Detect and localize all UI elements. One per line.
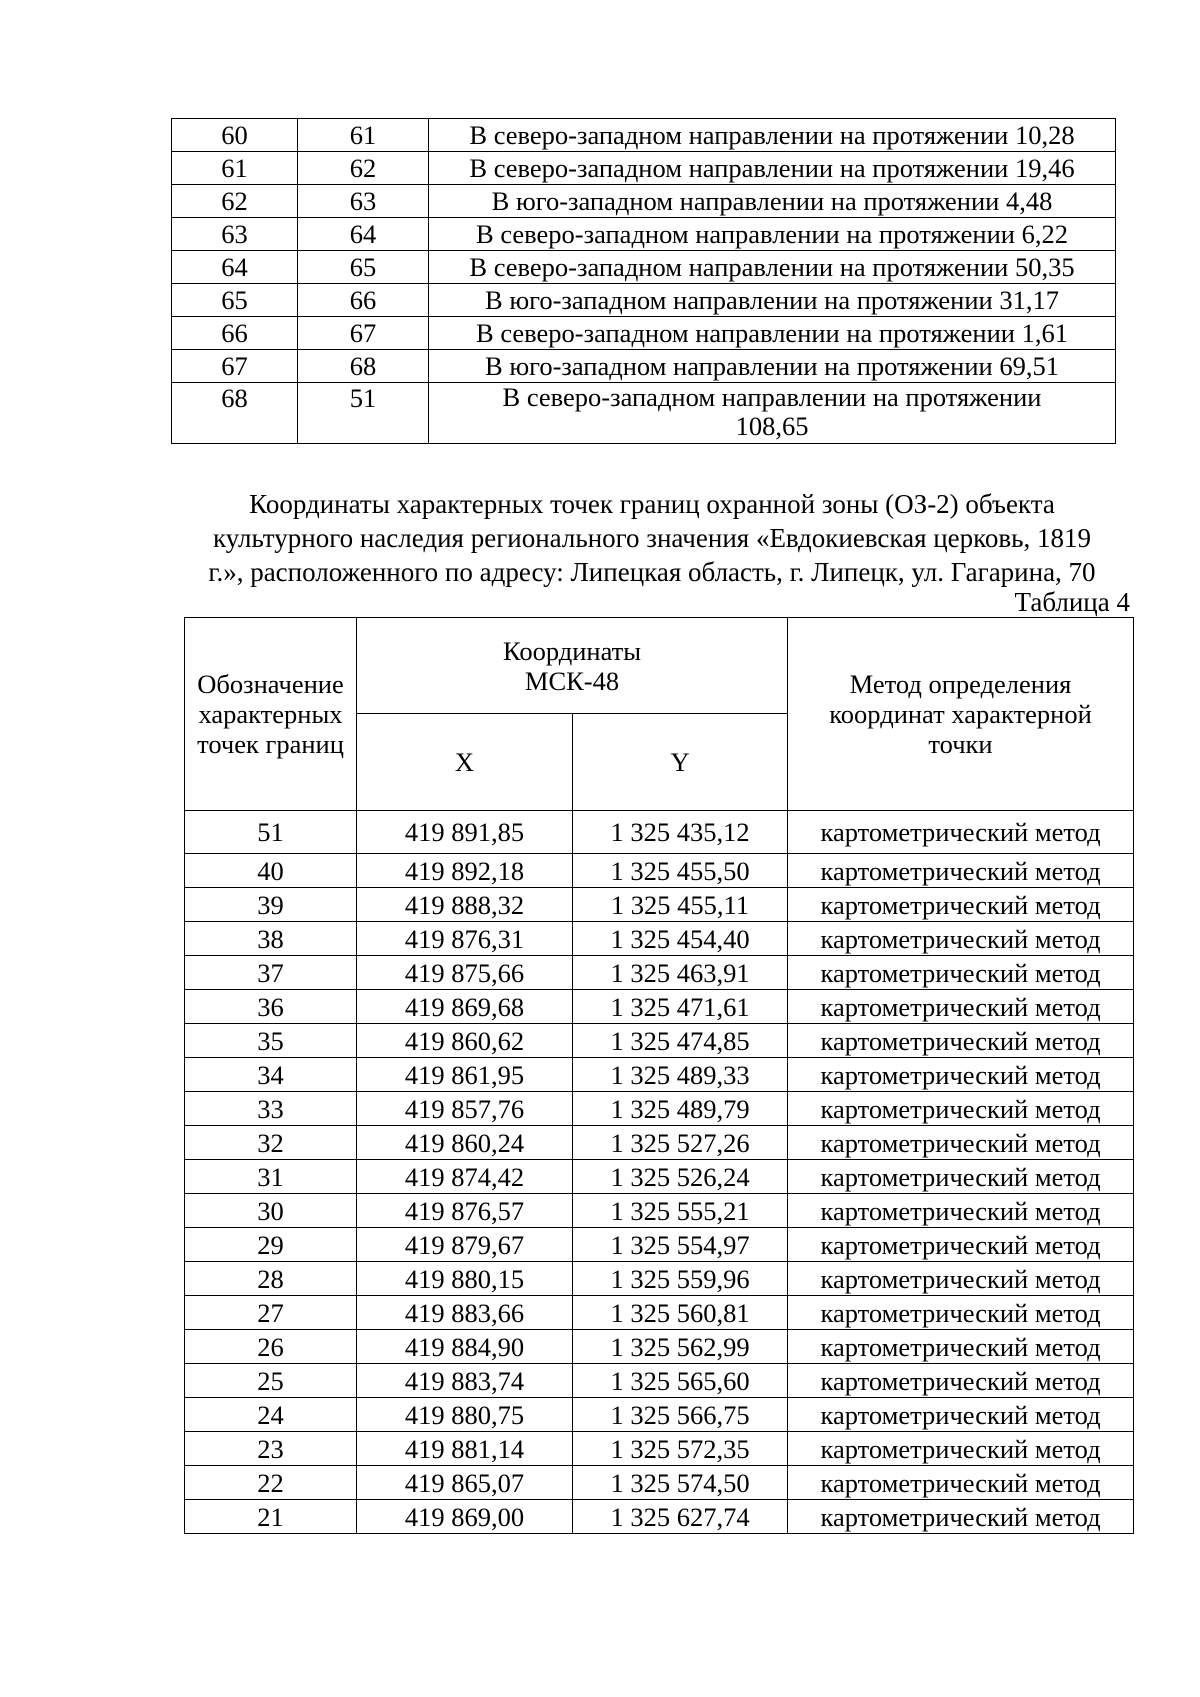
table-row bbox=[185, 1092, 1134, 1126]
point-cell: 26 bbox=[185, 1330, 357, 1364]
caption-line: Координаты характерных точек границ охранной зоны (ОЗ-2) объекта bbox=[249, 489, 1055, 519]
table-row bbox=[172, 152, 1116, 185]
header-line: Метод определения bbox=[849, 669, 1072, 699]
y-cell: 1 325 435,12 bbox=[573, 811, 788, 854]
to-point-cell: 62 bbox=[298, 152, 429, 185]
x-cell: 419 876,57 bbox=[357, 1194, 573, 1228]
table-caption bbox=[172, 487, 1132, 589]
table-row bbox=[185, 956, 1134, 990]
from-point-cell: 61 bbox=[172, 152, 298, 185]
y-cell: 1 325 474,85 bbox=[573, 1024, 788, 1058]
point-cell: 35 bbox=[185, 1024, 357, 1058]
coordinates-table bbox=[184, 617, 1134, 1534]
from-point-cell: 68 bbox=[172, 383, 298, 444]
direction-cell: В северо-западном направлении на протяжении 19,46 bbox=[429, 152, 1116, 185]
point-cell: 33 bbox=[185, 1092, 357, 1126]
from-point-cell: 60 bbox=[172, 119, 298, 152]
header-line: точки bbox=[928, 729, 993, 759]
to-point-cell: 64 bbox=[298, 218, 429, 251]
y-cell: 1 325 566,75 bbox=[573, 1398, 788, 1432]
method-cell: картометрический метод bbox=[788, 1194, 1134, 1228]
method-cell: картометрический метод bbox=[788, 956, 1134, 990]
method-cell: картометрический метод bbox=[788, 854, 1134, 888]
x-cell: 419 883,74 bbox=[357, 1364, 573, 1398]
y-cell: 1 325 527,26 bbox=[573, 1126, 788, 1160]
point-cell: 25 bbox=[185, 1364, 357, 1398]
table-row bbox=[185, 1432, 1134, 1466]
x-cell: 419 860,62 bbox=[357, 1024, 573, 1058]
y-cell: 1 325 560,81 bbox=[573, 1296, 788, 1330]
method-cell: картометрический метод bbox=[788, 922, 1134, 956]
table-row bbox=[172, 383, 1116, 444]
method-cell: картометрический метод bbox=[788, 1398, 1134, 1432]
point-cell: 23 bbox=[185, 1432, 357, 1466]
table-row bbox=[185, 1160, 1134, 1194]
point-cell: 24 bbox=[185, 1398, 357, 1432]
table-row bbox=[185, 990, 1134, 1024]
x-cell: 419 861,95 bbox=[357, 1058, 573, 1092]
table-row bbox=[172, 218, 1116, 251]
method-cell: картометрический метод bbox=[788, 1058, 1134, 1092]
y-cell: 1 325 555,21 bbox=[573, 1194, 788, 1228]
y-cell: 1 325 562,99 bbox=[573, 1330, 788, 1364]
y-cell: 1 325 574,50 bbox=[573, 1466, 788, 1500]
y-header: Y bbox=[573, 714, 788, 811]
header-line: координат характерной bbox=[829, 699, 1092, 729]
point-cell: 22 bbox=[185, 1466, 357, 1500]
x-cell: 419 880,15 bbox=[357, 1262, 573, 1296]
to-point-cell: 63 bbox=[298, 185, 429, 218]
y-cell: 1 325 559,96 bbox=[573, 1262, 788, 1296]
table-row bbox=[172, 350, 1116, 383]
coordinates-header bbox=[357, 618, 788, 714]
method-cell: картометрический метод bbox=[788, 1160, 1134, 1194]
x-cell: 419 892,18 bbox=[357, 854, 573, 888]
table-row bbox=[172, 317, 1116, 350]
method-header bbox=[788, 618, 1134, 811]
point-cell: 21 bbox=[185, 1500, 357, 1534]
header-line: Координаты bbox=[502, 635, 642, 666]
method-cell: картометрический метод bbox=[788, 1364, 1134, 1398]
direction-cell: В юго-западном направлении на протяжении 31,17 bbox=[429, 284, 1116, 317]
point-cell: 38 bbox=[185, 922, 357, 956]
to-point-cell: 65 bbox=[298, 251, 429, 284]
table-row bbox=[185, 1194, 1134, 1228]
x-cell: 419 876,31 bbox=[357, 922, 573, 956]
table-row bbox=[185, 1466, 1134, 1500]
direction-cell bbox=[429, 383, 1116, 444]
direction-cell: В юго-западном направлении на протяжении 4,48 bbox=[429, 185, 1116, 218]
y-cell: 1 325 565,60 bbox=[573, 1364, 788, 1398]
to-point-cell: 66 bbox=[298, 284, 429, 317]
from-point-cell: 64 bbox=[172, 251, 298, 284]
point-cell: 28 bbox=[185, 1262, 357, 1296]
point-cell: 37 bbox=[185, 956, 357, 990]
method-cell: картометрический метод bbox=[788, 1500, 1134, 1534]
y-cell: 1 325 489,79 bbox=[573, 1092, 788, 1126]
point-cell: 30 bbox=[185, 1194, 357, 1228]
x-cell: 419 869,00 bbox=[357, 1500, 573, 1534]
x-cell: 419 874,42 bbox=[357, 1160, 573, 1194]
method-cell: картометрический метод bbox=[788, 888, 1134, 922]
table-row bbox=[185, 1024, 1134, 1058]
x-cell: 419 880,75 bbox=[357, 1398, 573, 1432]
from-point-cell: 63 bbox=[172, 218, 298, 251]
table-row bbox=[185, 811, 1134, 854]
point-cell: 32 bbox=[185, 1126, 357, 1160]
table-row bbox=[185, 1058, 1134, 1092]
table-row bbox=[185, 922, 1134, 956]
table-row bbox=[185, 1500, 1134, 1534]
method-cell: картометрический метод bbox=[788, 1330, 1134, 1364]
y-cell: 1 325 454,40 bbox=[573, 922, 788, 956]
point-cell: 36 bbox=[185, 990, 357, 1024]
x-cell: 419 875,66 bbox=[357, 956, 573, 990]
x-cell: 419 883,66 bbox=[357, 1296, 573, 1330]
to-point-cell: 61 bbox=[298, 119, 429, 152]
boundary-directions-table bbox=[171, 118, 1116, 444]
designation-header bbox=[185, 618, 357, 811]
point-cell: 31 bbox=[185, 1160, 357, 1194]
table-row bbox=[172, 119, 1116, 152]
x-cell: 419 888,32 bbox=[357, 888, 573, 922]
direction-cell: В северо-западном направлении на протяжении 6,22 bbox=[429, 218, 1116, 251]
header-line: характерных bbox=[198, 699, 343, 729]
method-cell: картометрический метод bbox=[788, 990, 1134, 1024]
header-line: точек границ bbox=[197, 729, 344, 759]
from-point-cell: 66 bbox=[172, 317, 298, 350]
y-cell: 1 325 526,24 bbox=[573, 1160, 788, 1194]
y-cell: 1 325 627,74 bbox=[573, 1500, 788, 1534]
to-point-cell: 51 bbox=[298, 383, 429, 444]
method-cell: картометрический метод bbox=[788, 1126, 1134, 1160]
x-cell: 419 857,76 bbox=[357, 1092, 573, 1126]
table-row bbox=[185, 1228, 1134, 1262]
method-cell: картометрический метод bbox=[788, 1262, 1134, 1296]
from-point-cell: 67 bbox=[172, 350, 298, 383]
method-cell: картометрический метод bbox=[788, 1466, 1134, 1500]
direction-line: 108,65 bbox=[735, 411, 809, 441]
header-row bbox=[185, 618, 1134, 714]
from-point-cell: 62 bbox=[172, 185, 298, 218]
method-cell: картометрический метод bbox=[788, 1296, 1134, 1330]
caption-line: культурного наследия регионального значения «Евдокиевская церковь, 1819 bbox=[213, 523, 1091, 553]
direction-cell: В северо-западном направлении на протяжении 50,35 bbox=[429, 251, 1116, 284]
y-cell: 1 325 554,97 bbox=[573, 1228, 788, 1262]
x-cell: 419 865,07 bbox=[357, 1466, 573, 1500]
table-number: Таблица 4 bbox=[1014, 587, 1130, 617]
x-header: X bbox=[357, 714, 573, 811]
x-cell: 419 891,85 bbox=[357, 811, 573, 854]
x-cell: 419 869,68 bbox=[357, 990, 573, 1024]
point-cell: 40 bbox=[185, 854, 357, 888]
to-point-cell: 68 bbox=[298, 350, 429, 383]
table-row bbox=[172, 185, 1116, 218]
from-point-cell: 65 bbox=[172, 284, 298, 317]
table-row bbox=[185, 1398, 1134, 1432]
y-cell: 1 325 471,61 bbox=[573, 990, 788, 1024]
table-row bbox=[185, 888, 1134, 922]
method-cell: картометрический метод bbox=[788, 1024, 1134, 1058]
y-cell: 1 325 489,33 bbox=[573, 1058, 788, 1092]
y-cell: 1 325 455,11 bbox=[573, 888, 788, 922]
point-cell: 34 bbox=[185, 1058, 357, 1092]
direction-cell: В северо-западном направлении на протяжении 1,61 bbox=[429, 317, 1116, 350]
direction-cell: В юго-западном направлении на протяжении 69,51 bbox=[429, 350, 1116, 383]
table-row bbox=[185, 854, 1134, 888]
x-cell: 419 879,67 bbox=[357, 1228, 573, 1262]
point-cell: 51 bbox=[185, 811, 357, 854]
table-row bbox=[185, 1330, 1134, 1364]
point-cell: 27 bbox=[185, 1296, 357, 1330]
table-row bbox=[172, 284, 1116, 317]
direction-cell: В северо-западном направлении на протяжении 10,28 bbox=[429, 119, 1116, 152]
method-cell: картометрический метод bbox=[788, 1092, 1134, 1126]
table-row bbox=[172, 251, 1116, 284]
method-cell: картометрический метод bbox=[788, 1228, 1134, 1262]
caption-line: г.», расположенного по адресу: Липецкая область, г. Липецк, ул. Гагарина, 70 bbox=[208, 557, 1096, 587]
point-cell: 39 bbox=[185, 888, 357, 922]
table-row bbox=[185, 1364, 1134, 1398]
table-row bbox=[185, 1126, 1134, 1160]
x-cell: 419 881,14 bbox=[357, 1432, 573, 1466]
y-cell: 1 325 463,91 bbox=[573, 956, 788, 990]
direction-line: В северо-западном направлении на протяжении bbox=[502, 382, 1042, 412]
header-line: Обозначение bbox=[197, 669, 344, 699]
x-cell: 419 884,90 bbox=[357, 1330, 573, 1364]
y-cell: 1 325 455,50 bbox=[573, 854, 788, 888]
point-cell: 29 bbox=[185, 1228, 357, 1262]
method-cell: картометрический метод bbox=[788, 1432, 1134, 1466]
method-cell: картометрический метод bbox=[788, 811, 1134, 854]
y-cell: 1 325 572,35 bbox=[573, 1432, 788, 1466]
to-point-cell: 67 bbox=[298, 317, 429, 350]
table-row bbox=[185, 1296, 1134, 1330]
header-line: МСК-48 bbox=[524, 665, 620, 696]
x-cell: 419 860,24 bbox=[357, 1126, 573, 1160]
table-row bbox=[185, 1262, 1134, 1296]
